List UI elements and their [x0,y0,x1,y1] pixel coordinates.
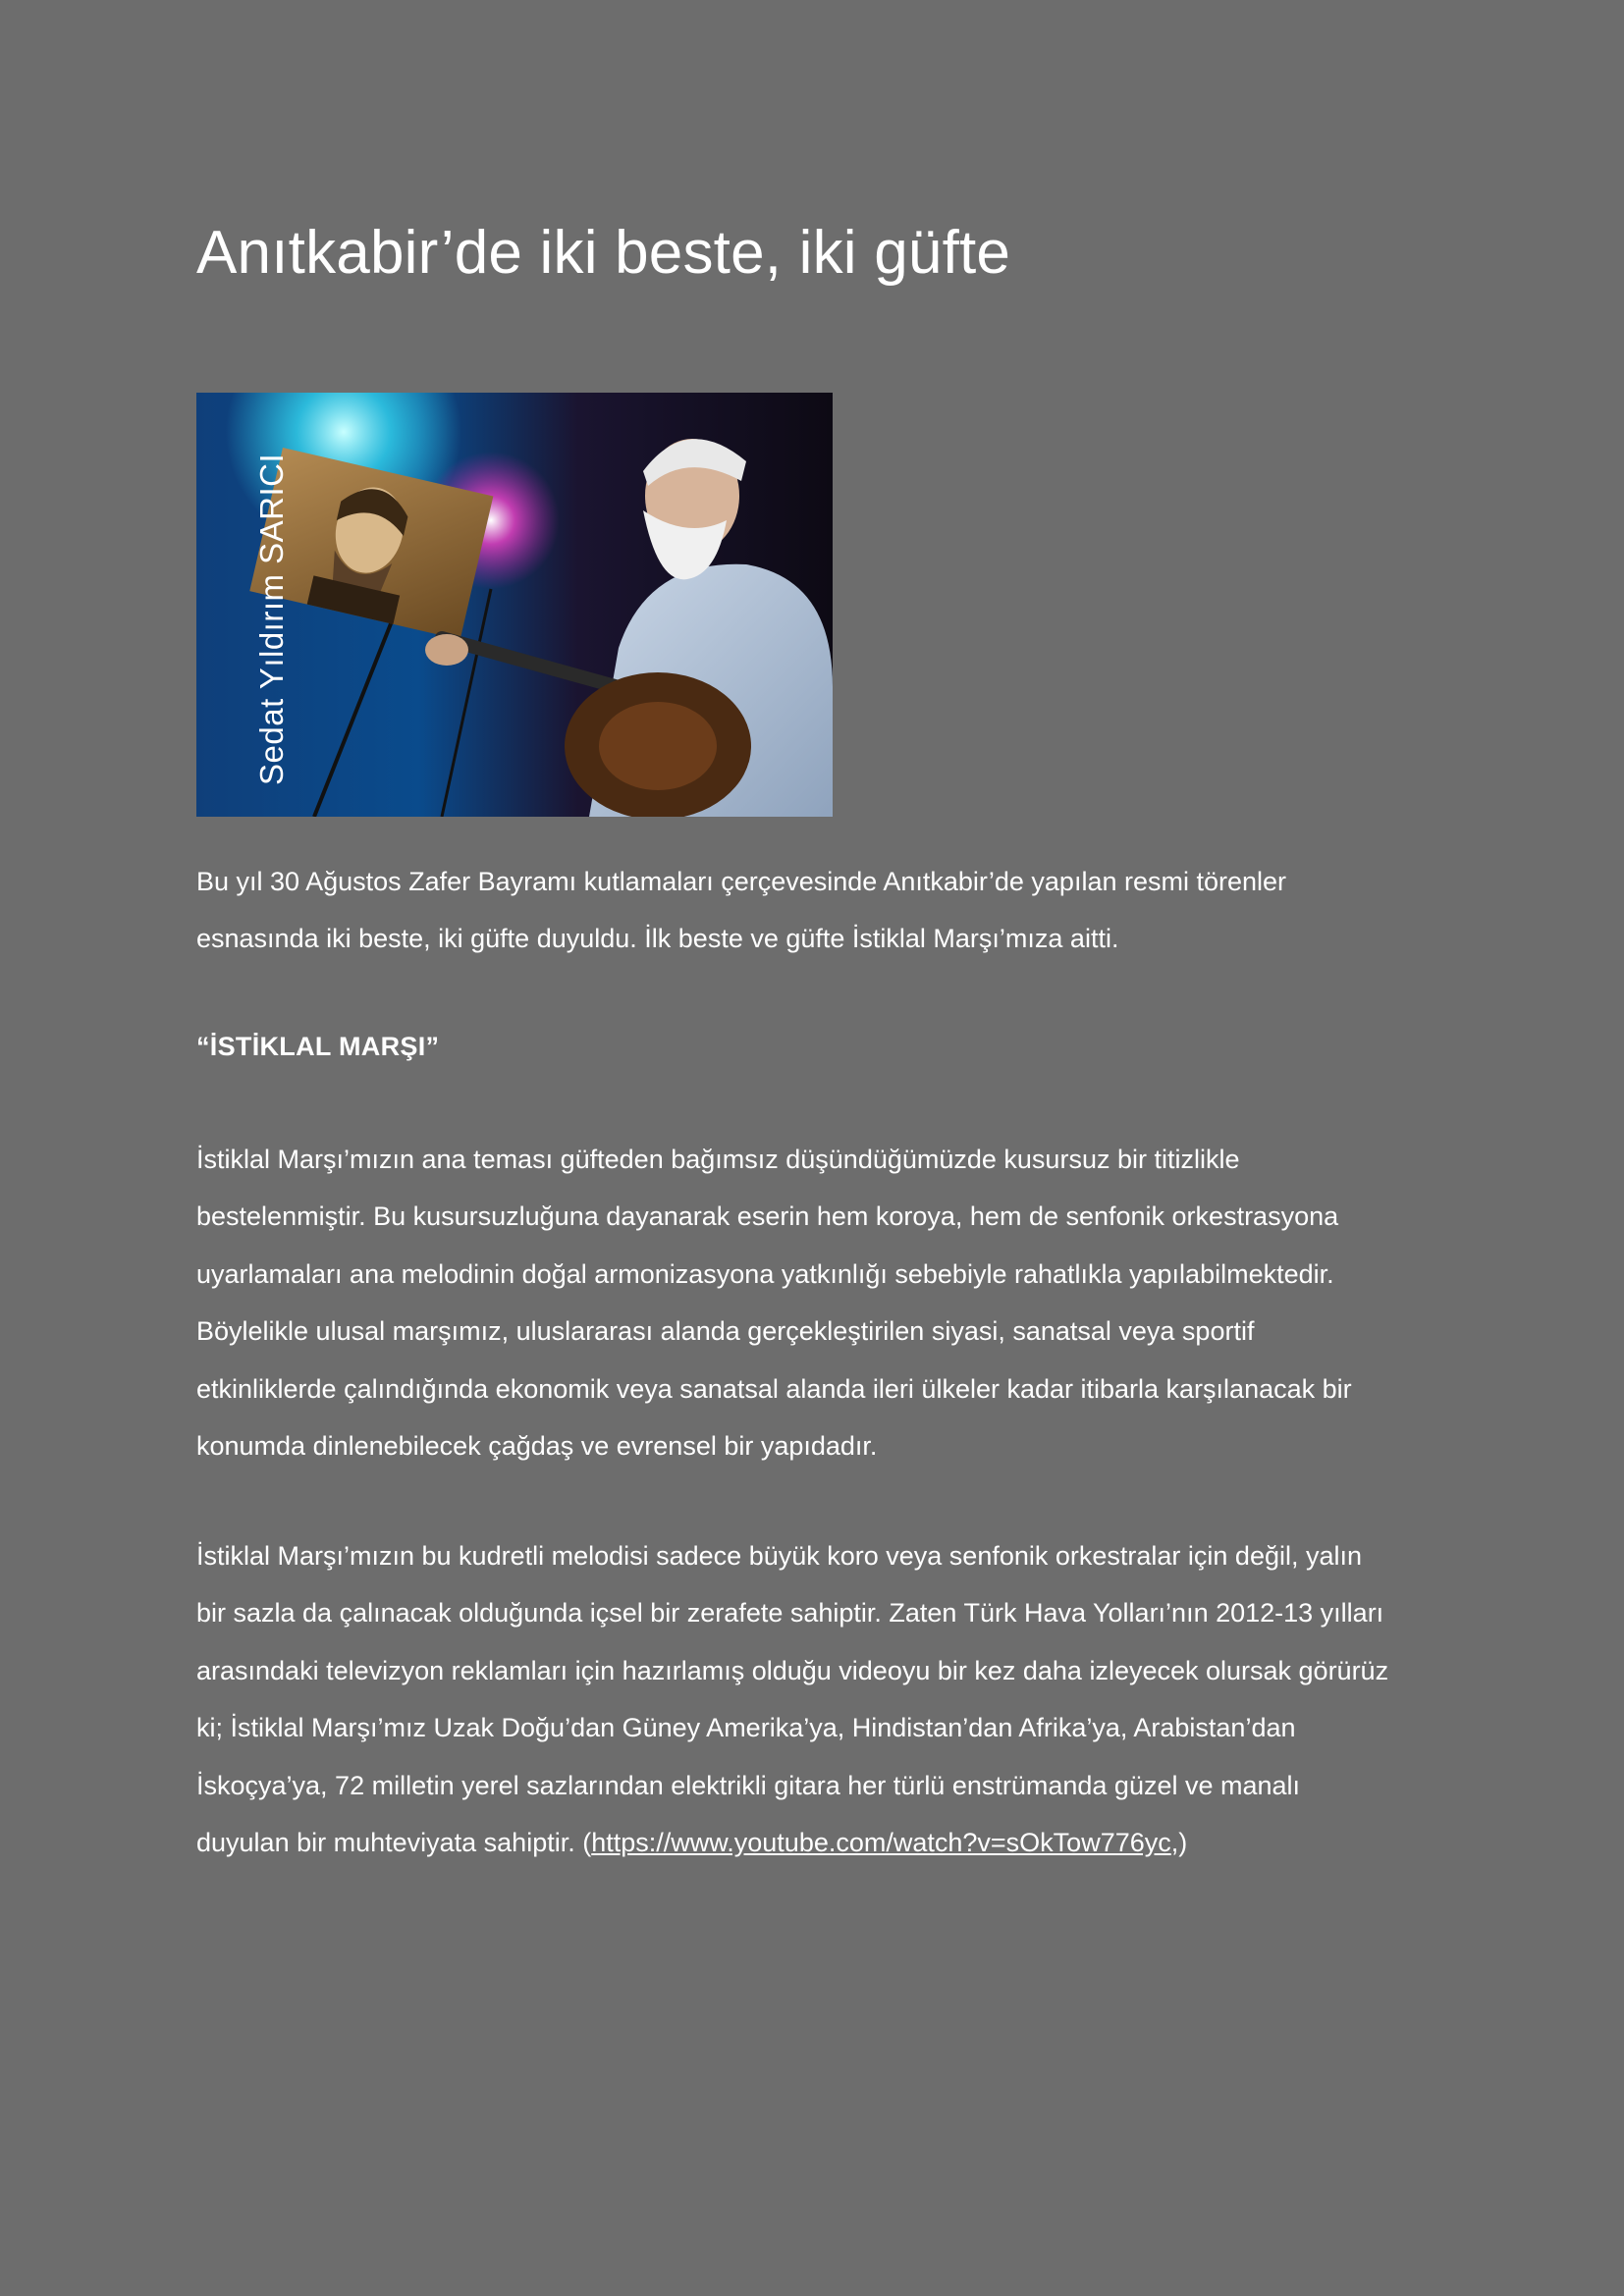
youtube-link[interactable]: https://www.youtube.com/watch?v=sOkTow776yc [591,1828,1171,1858]
section-heading: “İSTİKLAL MARŞI” [196,1032,440,1061]
paragraph-line: ki; İstiklal Marşı’mız Uzak Doğu’dan Güney Amerika’ya, Hindistan’dan Afrika’ya, Arabistan’dan [196,1713,1296,1743]
paragraph-2 [196,1527,1434,1871]
paragraph-line: bestelenmiştir. Bu kusursuzluğuna dayanarak eserin hem koroya, hem de senfonik orkestrasyona [196,1201,1339,1232]
paragraph-1 [196,1131,1434,1474]
paragraph-line: etkinliklerde çalındığında ekonomik veya sanatsal alanda ileri ülkeler kadar itibarla karşılanacak bir [196,1373,1352,1404]
article-photo [196,393,833,817]
paragraph-line: arasındaki televizyon reklamları için hazırlamış olduğu videoyu bir kez daha izleyecek olursak görürüz [196,1655,1389,1685]
photo-illustration [196,393,833,817]
link-prefix-text: duyulan bir muhteviyata sahiptir. ( [196,1828,592,1858]
intro-paragraph [196,853,1434,968]
paragraph-line: İstiklal Marşı’mızın bu kudretli melodisi sadece büyük koro veya senfonik orkestralar için değil, yalın [196,1541,1363,1571]
paragraph-line: esnasında iki beste, iki güfte duyuldu. İlk beste ve güfte İstiklal Marşı’mıza aitti. [196,924,1119,954]
paragraph-line: İstiklal Marşı’mızın ana teması güfteden bağımsız düşündüğümüzde kusursuz bir titizlikle [196,1145,1240,1174]
paragraph-line: uyarlamaları ana melodinin doğal armonizasyona yatkınlığı sebebiyle rahatlıkla yapılabilmektedir. [196,1258,1334,1289]
link-suffix-text: ,) [1170,1828,1188,1858]
paragraph-line: bir sazla da çalınacak olduğunda içsel bir zerafete sahiptir. Zaten Türk Hava Yolları’nın 2012-13 yılları [196,1598,1384,1629]
paragraph-line: Bu yıl 30 Ağustos Zafer Bayramı kutlamaları çerçevesinde Anıtkabir’de yapılan resmi törenler [196,867,1287,896]
article-title: Anıtkabir’de iki beste, iki güfte [196,219,1011,287]
paragraph-line: konumda dinlenebilecek çağdaş ve evrensel bir yapıdadır. [196,1431,878,1462]
paragraph-last-line [196,1814,1434,1871]
paragraph-line: İskoçya’ya, 72 milletin yerel sazlarından elektrikli gitara her türlü enstrümanda güzel ve manalı [196,1770,1301,1800]
photo-caption: Sedat Yıldırım SARICI [253,453,290,785]
paragraph-line: Böylelikle ulusal marşımız, uluslararası alanda gerçekleştirilen siyasi, sanatsal veya sportif [196,1316,1255,1347]
